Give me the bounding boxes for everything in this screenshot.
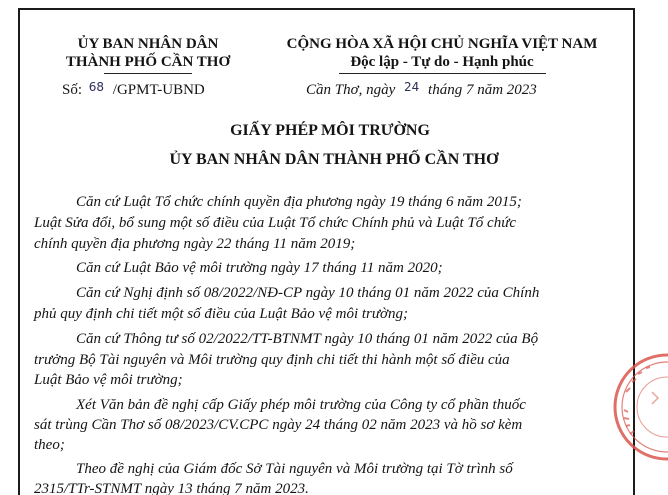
page-border-left [18, 8, 20, 495]
body-line: Luật Sửa đổi, bổ sung một số điều của Luật Tổ chức Chính phủ và Luật Tổ chức [34, 215, 517, 231]
page-border-top [18, 8, 634, 10]
agency-underline [104, 73, 192, 74]
body-line: Theo đề nghị của Giám đốc Sở Tài nguyên và Môi trường tại Tờ trình số [76, 461, 513, 477]
body-line: Căn cứ Nghị định số 08/2022/NĐ-CP ngày 10 tháng 01 năm 2022 của Chính [76, 285, 540, 301]
body-line: Luật Bảo vệ môi trường; [34, 372, 183, 388]
issue-date [306, 82, 537, 99]
body-line: Xét Văn bản đề nghị cấp Giấy phép môi trường của Công ty cổ phần thuốc [76, 397, 526, 413]
document-number-prefix: Số: [62, 82, 83, 98]
motto-underline [339, 73, 546, 74]
document-number [62, 82, 205, 99]
national-motto: Độc lập - Tự do - Hạnh phúc [350, 54, 534, 70]
body-line: Căn cứ Thông tư số 02/2022/TT-BTNMT ngày 10 tháng 01 năm 2022 của Bộ [76, 331, 539, 347]
document-title: GIẤY PHÉP MÔI TRƯỜNG [230, 122, 430, 139]
body-line: phủ quy định chi tiết một số điều của Luật Bảo vệ môi trường; [34, 306, 409, 322]
document-subtitle: ỦY BAN NHÂN DÂN THÀNH PHỐ CẦN THƠ [169, 151, 499, 168]
issue-date-suffix: tháng 7 năm 2023 [428, 82, 537, 98]
body-line: chính quyền địa phương ngày 22 tháng 11 năm 2019; [34, 236, 356, 252]
document-number-suffix: /GPMT-UBND [112, 82, 205, 98]
national-title: CỘNG HÒA XÃ HỘI CHỦ NGHĨA VIỆT NAM [286, 36, 598, 52]
body-line: Căn cứ Luật Bảo vệ môi trường ngày 17 tháng 11 năm 2020; [76, 260, 443, 276]
body-line: sát trùng Cần Thơ số 08/2023/CV.CPC ngày 24 tháng 02 năm 2023 và hồ sơ kèm [34, 417, 523, 433]
issue-date-handwritten-day: 24 [404, 80, 420, 94]
body-line: 2315/TTr-STNMT ngày 13 tháng 7 năm 2023. [34, 481, 309, 495]
body-line: trưởng Bộ Tài nguyên và Môi trường quy định chi tiết thi hành một số điều của [34, 352, 510, 368]
issuing-agency-line2: THÀNH PHỐ CẦN THƠ [65, 54, 231, 70]
issuing-agency-line1: ỦY BAN NHÂN DÂN [77, 36, 219, 52]
body-line: theo; [34, 437, 65, 453]
issue-date-prefix: Cần Thơ, ngày [306, 82, 396, 98]
official-red-seal [612, 352, 668, 462]
document-number-handwritten: 68 [88, 80, 105, 94]
body-line: Căn cứ Luật Tổ chức chính quyền địa phương ngày 19 tháng 6 năm 2015; [76, 194, 522, 210]
